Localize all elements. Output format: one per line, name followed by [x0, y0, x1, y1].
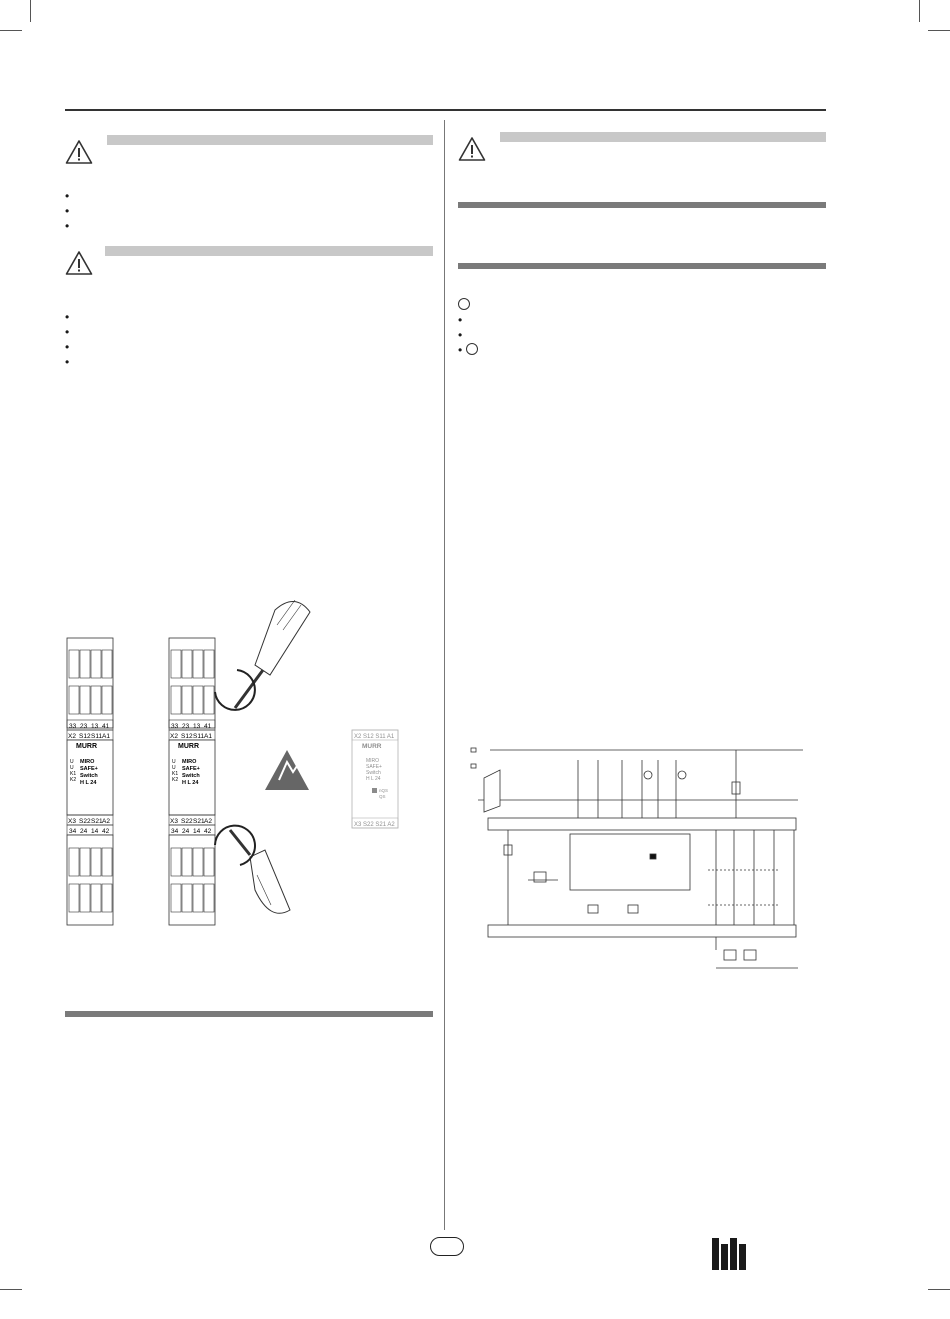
term-label: X2	[68, 733, 76, 740]
term-label: 23	[80, 723, 88, 730]
svg-text:Switch: Switch	[80, 773, 98, 779]
list-item	[65, 325, 433, 340]
svg-text:H L 24: H L 24	[182, 780, 199, 786]
svg-text:33: 33	[171, 723, 179, 730]
term-label: S11	[91, 733, 103, 740]
svg-text:24: 24	[182, 828, 190, 835]
svg-text:13: 13	[193, 723, 201, 730]
svg-text:S11: S11	[193, 733, 205, 740]
connection-list	[458, 313, 826, 358]
svg-text:Switch: Switch	[182, 773, 200, 779]
svg-text:K2: K2	[70, 777, 77, 783]
term-label: A1	[102, 733, 110, 740]
warning-triangle-icon	[458, 136, 486, 162]
esd-warning-icon	[265, 750, 309, 790]
crop-mark	[919, 0, 920, 22]
list-item	[65, 219, 433, 234]
svg-text:42: 42	[102, 828, 110, 835]
brand: MURR	[76, 743, 97, 750]
reset-symbol-icon	[458, 298, 470, 310]
svg-text:X3: X3	[170, 818, 178, 825]
crop-mark	[0, 1289, 22, 1290]
svg-text:X3 S22 S21 A2: X3 S22 S21 A2	[354, 822, 395, 828]
svg-text:X2 S12 S11 A1: X2 S12 S11 A1	[354, 734, 395, 740]
svg-text:41: 41	[204, 723, 212, 730]
svg-text:A2: A2	[102, 818, 110, 825]
list-item	[65, 340, 433, 355]
device-abb1	[67, 638, 113, 925]
murr-logo-mark-icon	[712, 1238, 748, 1270]
switch-setting-list	[65, 310, 433, 370]
list-item	[458, 343, 826, 358]
svg-text:K1: K1	[172, 771, 179, 777]
svg-text:S12: S12	[181, 733, 193, 740]
svg-text:MIRO: MIRO	[182, 759, 197, 765]
svg-text:K2: K2	[172, 777, 179, 783]
svg-text:U: U	[70, 759, 74, 765]
svg-text:S21: S21	[91, 818, 103, 825]
svg-text:H L 24: H L 24	[366, 776, 381, 782]
svg-text:S21: S21	[193, 818, 205, 825]
term-label: 41	[102, 723, 110, 730]
connection-example-title	[458, 298, 826, 313]
svg-text:H L 24: H L 24	[80, 780, 97, 786]
list-item	[458, 328, 826, 343]
term-label: S12	[79, 733, 91, 740]
warning-notice	[65, 246, 433, 276]
svg-text:U: U	[172, 759, 176, 765]
warning-notice	[458, 132, 826, 162]
warning-triangle-icon	[65, 139, 93, 165]
svg-text:MURR: MURR	[362, 743, 382, 750]
warning-triangle-icon	[65, 250, 93, 276]
crop-mark	[928, 30, 950, 31]
svg-text:23: 23	[182, 723, 190, 730]
svg-text:U: U	[172, 765, 176, 771]
warning-text	[500, 132, 826, 142]
screwdriver-icon	[215, 826, 290, 914]
svg-text:S22: S22	[181, 818, 193, 825]
warning-notice	[65, 135, 433, 165]
term-label: 13	[91, 723, 99, 730]
open-cover-list	[65, 189, 433, 234]
svg-text:24: 24	[80, 828, 88, 835]
svg-text:MIRO: MIRO	[366, 758, 380, 764]
language-badge	[430, 1237, 464, 1256]
list-item	[65, 355, 433, 370]
left-column	[65, 122, 433, 370]
warning-text	[107, 135, 433, 145]
list-item	[458, 313, 826, 328]
device-abb3	[352, 730, 398, 828]
screwdriver-icon	[215, 600, 310, 710]
svg-text:X3: X3	[68, 818, 76, 825]
term-label: 33	[69, 723, 77, 730]
list-item	[65, 189, 433, 204]
svg-text:QS: QS	[379, 794, 386, 799]
crop-mark	[0, 30, 22, 31]
svg-text:14: 14	[193, 828, 201, 835]
svg-text:14: 14	[91, 828, 99, 835]
svg-text:nQS: nQS	[379, 788, 389, 793]
svg-text:U: U	[70, 765, 74, 771]
svg-text:X2: X2	[170, 733, 178, 740]
svg-text:MURR: MURR	[178, 743, 199, 750]
crop-mark	[928, 1289, 950, 1290]
svg-text:SAFE+: SAFE+	[182, 766, 200, 772]
svg-text:SAFE+: SAFE+	[366, 764, 382, 770]
svg-text:S22: S22	[79, 818, 91, 825]
list-item	[65, 204, 433, 219]
right-column	[458, 122, 826, 358]
svg-text:SAFE+: SAFE+	[80, 766, 98, 772]
wiring-diagram	[458, 740, 818, 980]
warning-text	[105, 246, 433, 256]
murr-logo	[712, 1238, 826, 1272]
svg-text:34: 34	[69, 828, 77, 835]
crop-mark	[30, 0, 31, 22]
feedback-loop-icon	[466, 343, 478, 355]
list-item	[65, 310, 433, 325]
svg-text:42: 42	[204, 828, 212, 835]
svg-text:K1: K1	[70, 771, 77, 777]
svg-text:34: 34	[171, 828, 179, 835]
svg-text:A1: A1	[204, 733, 212, 740]
section-6	[65, 1011, 433, 1031]
device-figures	[65, 600, 445, 970]
header-rule	[65, 109, 826, 111]
svg-text:A2: A2	[204, 818, 212, 825]
svg-text:Switch: Switch	[366, 770, 381, 776]
device-abb2	[169, 638, 215, 925]
svg-text:MIRO: MIRO	[80, 759, 95, 765]
